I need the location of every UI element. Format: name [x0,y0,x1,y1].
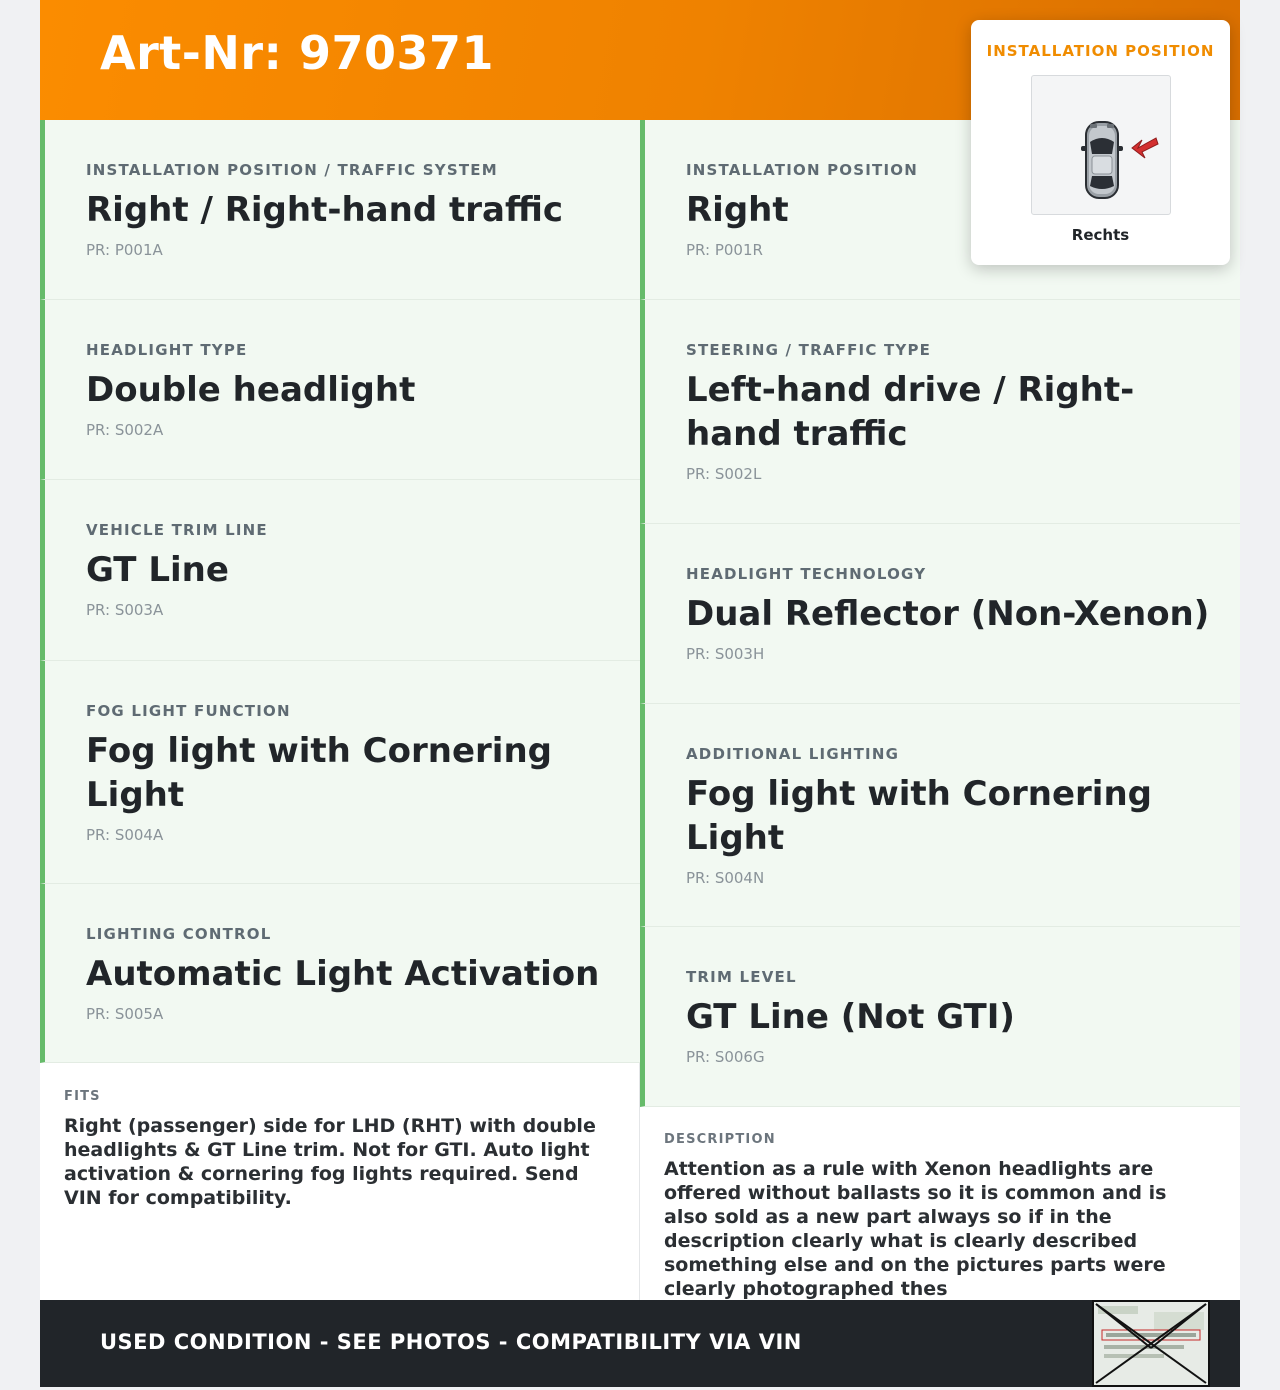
vehicle-document-thumbnail[interactable] [1092,1300,1210,1387]
spec-label: FOG LIGHT FUNCTION [86,702,291,720]
description-label: DESCRIPTION [664,1132,776,1147]
document-image-icon [1094,1302,1208,1385]
popup-caption: Rechts [1071,226,1130,244]
spec-card [640,927,1240,1107]
spec-code: PR: S003H [686,645,765,663]
footer-bar [40,1300,1240,1387]
fits-section [40,1063,639,1300]
spec-code: PR: S004A [86,826,164,844]
installation-position-popup [971,20,1230,265]
spec-label: INSTALLATION POSITION / TRAFFIC SYSTEM [86,161,498,179]
spec-code: PR: S006G [686,1048,765,1066]
article-number: Art-Nr: 970371 [100,26,495,80]
spec-value: Dual Reflector (Non-Xenon) [686,594,1210,634]
spec-label: ADDITIONAL LIGHTING [686,745,900,763]
spec-value: Left-hand drive / Right-hand traffic [686,370,1135,454]
spec-label: HEADLIGHT TECHNOLOGY [686,565,927,583]
description-text: Attention as a rule with Xenon headlights are offered without ballasts so it is common and is also sold as a new part always so if in the description clearly what is clearly described something else and on the pictures parts were clearly photographed thes [664,1158,1167,1300]
fits-text: Right (passenger) side for LHD (RHT) with double headlights & GT Line trim. Not for GTI. Auto light activation & cornering fog lights required. Send VIN for compatibility. [64,1115,596,1209]
spec-card [40,300,640,480]
description-section [640,1107,1240,1300]
spec-code: PR: S003A [86,601,164,619]
spec-card [640,300,1240,524]
spec-value: Right [686,190,789,230]
car-position-image[interactable] [1031,75,1171,215]
spec-value: GT Line (Not GTI) [686,997,1015,1037]
spec-label: LIGHTING CONTROL [86,925,272,943]
popup-title: INSTALLATION POSITION [986,42,1215,60]
spec-value: GT Line [86,550,229,590]
spec-label: VEHICLE TRIM LINE [86,521,268,539]
spec-card [40,661,640,884]
spec-card [40,120,640,300]
spec-code: PR: S002A [86,421,164,439]
spec-value: Fog light with Cornering Light [686,774,1152,858]
spec-value: Right / Right-hand traffic [86,190,564,230]
spec-code: PR: S002L [686,465,762,483]
spec-value: Double headlight [86,370,416,410]
spec-card [40,480,640,661]
spec-label: INSTALLATION POSITION [686,161,918,179]
spec-value: Fog light with Cornering Light [86,731,552,815]
spec-label: HEADLIGHT TYPE [86,341,248,359]
fits-label: FITS [64,1089,101,1104]
spec-code: PR: S004N [686,869,765,887]
car-top-view-icon [1032,76,1170,214]
spec-code: PR: P001R [686,241,763,259]
spec-label: STEERING / TRAFFIC TYPE [686,341,932,359]
spec-code: PR: P001A [86,241,163,259]
spec-code: PR: S005A [86,1005,164,1023]
spec-label: TRIM LEVEL [686,968,797,986]
spec-card [640,704,1240,927]
spec-value: Automatic Light Activation [86,954,600,994]
spec-card [640,524,1240,704]
spec-card [40,884,640,1063]
footer-text: USED CONDITION - SEE PHOTOS - COMPATIBILITY VIA VIN [100,1330,802,1354]
